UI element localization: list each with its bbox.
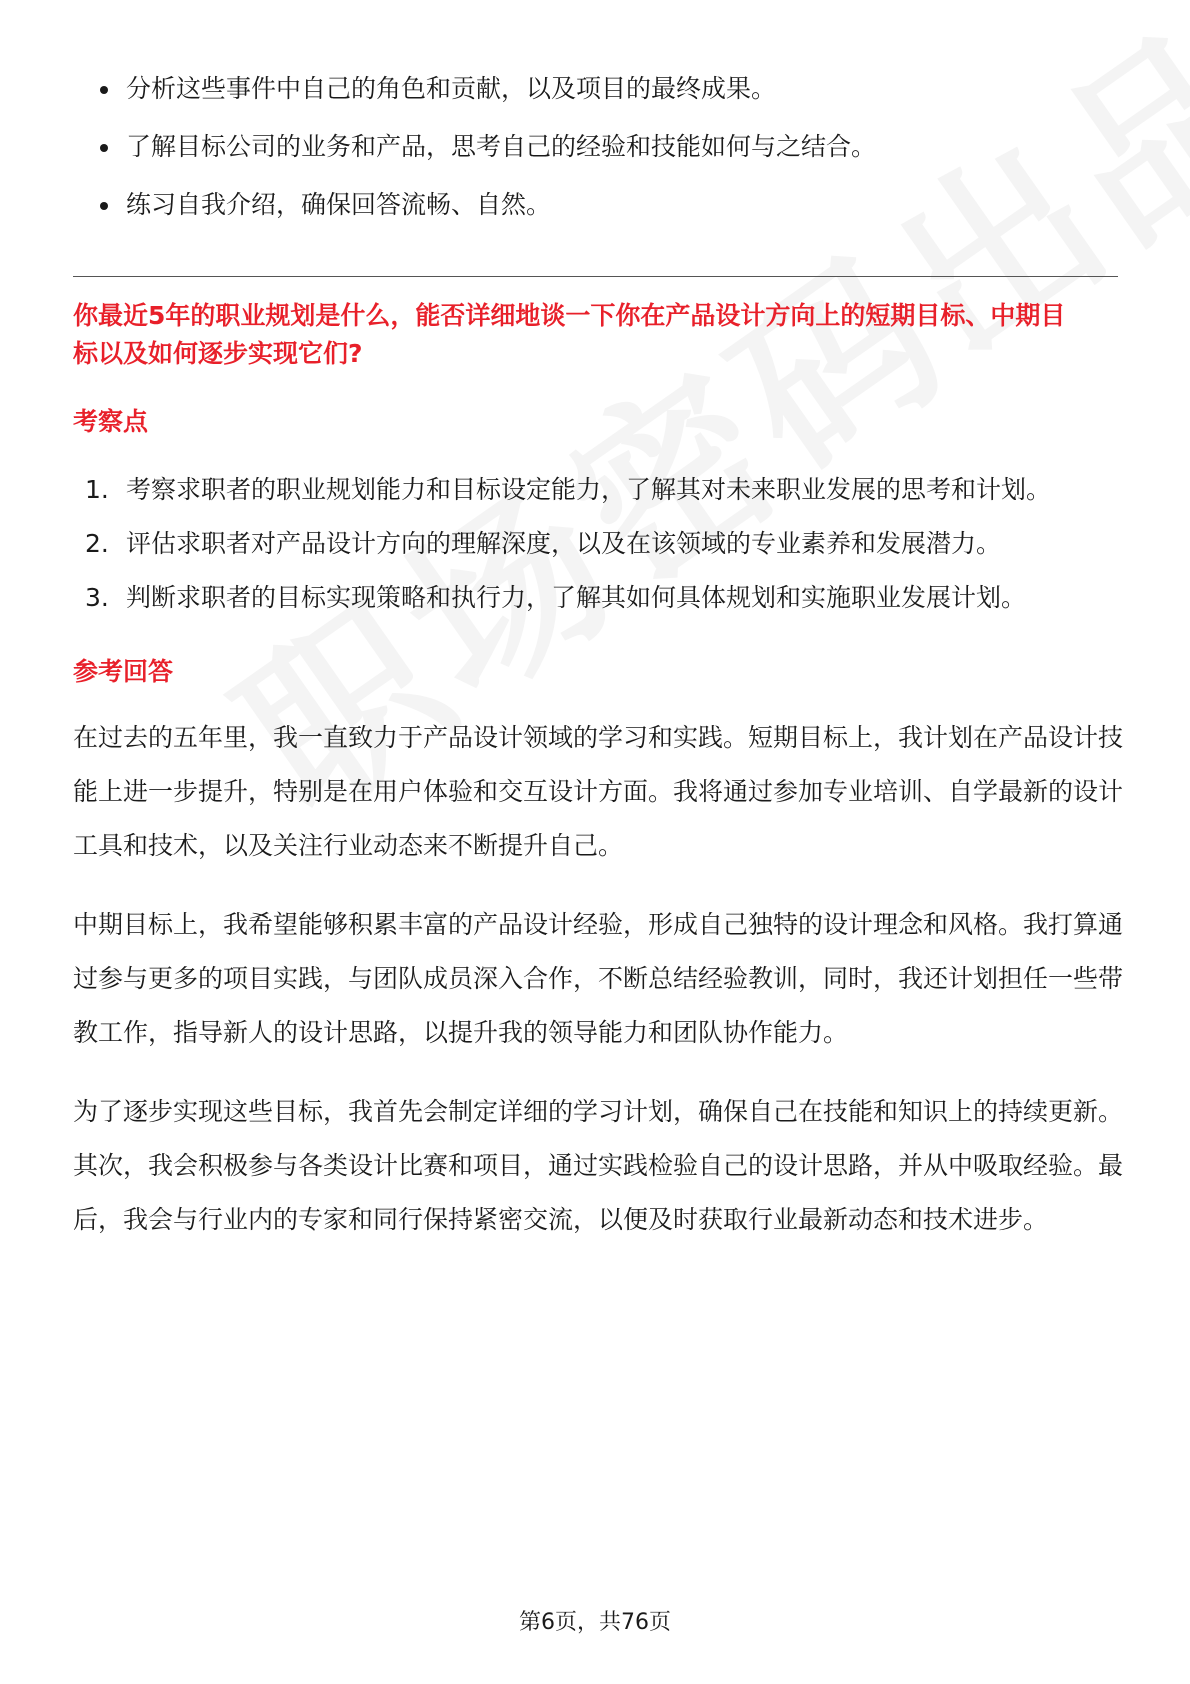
item-number: 2. xyxy=(85,529,109,558)
answer-paragraph: 为了逐步实现这些目标，我首先会制定详细的学习计划，确保自己在技能和知识上的持续更新。其次，我会积极参与各类设计比赛和项目，通过实践检验自己的设计思路，并从中吸取经验。最后，我会与行业内的专家和同行保持紧密交流，以便及时获取行业最新动态和技术进步。 xyxy=(73,1097,1124,1234)
section-divider xyxy=(73,276,1118,277)
exam-point-item xyxy=(73,463,1186,517)
bullet-item: 了解目标公司的业务和产品，思考自己的经验和技能如何与之结合。 xyxy=(73,118,1118,176)
answer-title: 参考回答 xyxy=(73,657,174,686)
item-text: 评估求职者对产品设计方向的理解深度，以及在该领域的专业素养和发展潜力。 xyxy=(126,529,1002,558)
bullet-item: 练习自我介绍，确保回答流畅、自然。 xyxy=(73,176,1118,234)
intro-bullet-list xyxy=(73,60,1118,234)
item-number: 3. xyxy=(85,583,109,612)
answer-paragraph: 在过去的五年里，我一直致力于产品设计领域的学习和实践。短期目标上，我计划在产品设计技能上进一步提升，特别是在用户体验和交互设计方面。我将通过参加专业培训、自学最新的设计工具和技术，以及关注行业动态来不断提升自己。 xyxy=(73,723,1124,860)
page-content xyxy=(73,60,1124,1272)
bullet-item: 分析这些事件中自己的角色和贡献，以及项目的最终成果。 xyxy=(73,60,1118,118)
exam-point-item xyxy=(73,571,1186,625)
question-heading: 你最近5年的职业规划是什么，能否详细地谈一下你在产品设计方向上的短期目标、中期目标以及如何逐步实现它们? xyxy=(73,301,1066,368)
page-footer: 第6页，共76页 xyxy=(519,1610,671,1635)
item-text: 判断求职者的目标实现策略和执行力，了解其如何具体规划和实施职业发展计划。 xyxy=(126,583,1027,612)
exam-points-title: 考察点 xyxy=(73,407,149,436)
item-number: 1. xyxy=(85,475,109,504)
item-text: 考察求职者的职业规划能力和目标设定能力，了解其对未来职业发展的思考和计划。 xyxy=(126,475,1052,504)
exam-points-list xyxy=(73,463,1118,625)
answer-paragraph: 中期目标上，我希望能够积累丰富的产品设计经验，形成自己独特的设计理念和风格。我打算通过参与更多的项目实践，与团队成员深入合作，不断总结经验教训，同时，我还计划担任一些带教工作，指导新人的设计思路，以提升我的领导能力和团队协作能力。 xyxy=(73,910,1124,1047)
exam-point-item xyxy=(73,517,1186,571)
